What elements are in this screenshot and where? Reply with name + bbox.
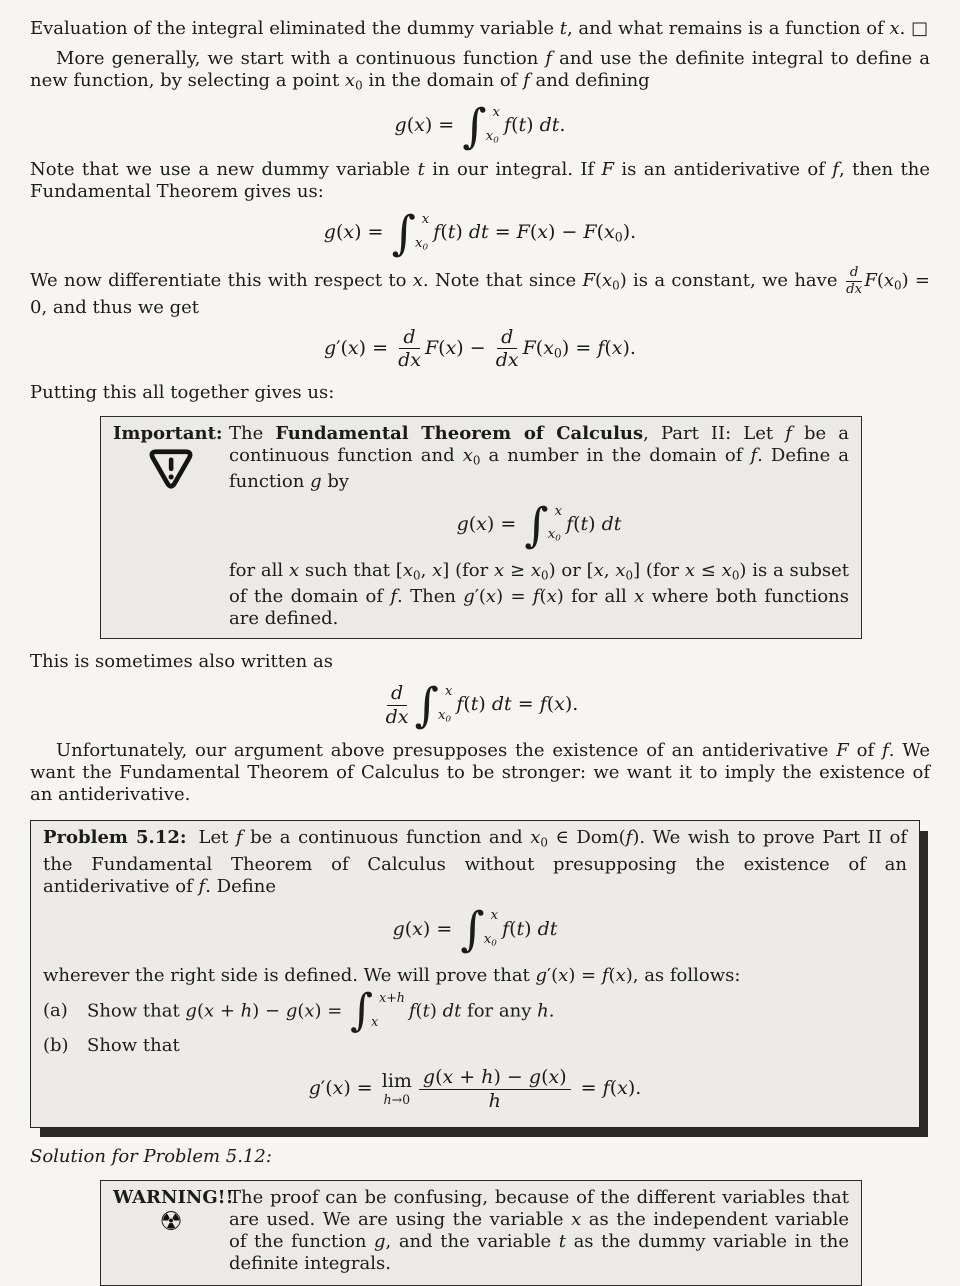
problem-box (30, 820, 920, 1128)
paragraph-proof-end: Evaluation of the integral eliminated the dummy variable t, and what remains is a function of x. □ (30, 18, 929, 39)
paragraph-unfortunately: Unfortunately, our argument above presupposes the existence of an antiderivative F of f. We want the Fundamental Theorem of Calculus to be stronger: we want it to imply the existence of an antiderivative. (30, 740, 930, 806)
item-b-body: Show that (87, 1035, 180, 1057)
warning-box (100, 1180, 862, 1286)
formula-g-equals-F: g(x) = ∫ x x0 f(t) dt = F(x) − F(x0). (323, 205, 637, 260)
problem-label: Problem 5.12: (43, 827, 187, 849)
paragraph-differentiate: We now differentiate this with respect to x. Note that since F(x0) is a constant, we have $\frac{d}{dx}$ F(x0) = 0, and thus we get (30, 265, 931, 318)
solution-caption: Solution for Problem 5.12: (30, 1146, 272, 1168)
warning-body-text: The proof can be confusing, because of the different variables that are used. We are using the variable x as the independent variable of the function g, and the variable t as the dummy variable in the definite integrals. (229, 1187, 850, 1275)
radiation-icon (113, 1209, 229, 1238)
important-label: Important: (113, 422, 223, 444)
item-a-label: (a) (43, 1000, 68, 1022)
paragraph-sometimes-written: This is sometimes also written as (30, 651, 333, 673)
important-box-label-column (101, 417, 229, 639)
paragraph-putting-together: Putting this all together gives us: (30, 381, 335, 403)
paragraph-more-generally: More generally, we start with a continuous function f and use the definite integral to define a new function, by selecting a point x0 in the domain of f and defining (30, 48, 930, 93)
problem-formula-b: g′(x) = lim h→0 $\frac{g(x + h) - g(x)}{h}$ = f(x). (308, 1066, 642, 1112)
important-body-2: for all x such that [x0, x] (for x ≥ x0) or [x, x0] (for x ≤ x0) is a subset of the domain of f. Then g′(x) = f(x) for all x where both functions are defined. (229, 560, 850, 630)
alert-triangle-icon (113, 448, 229, 496)
formula-g-definition: g(x) = ∫ x x0 f(t) dt. (394, 98, 566, 153)
warning-box-body (229, 1181, 861, 1285)
problem-mid: wherever the right side is defined. We will prove that g′(x) = f(x), as follows: (43, 964, 741, 986)
item-b-label: (b) (43, 1035, 69, 1057)
item-a-body: Show that g(x + h) − g(x) = ∫ x+h x f(t) dt for any h. (87, 984, 555, 1036)
warning-box-label-column (101, 1181, 234, 1285)
problem-item-a (43, 984, 907, 1036)
problem-formula: g(x) = ∫ x x0 f(t) dt (392, 902, 558, 957)
problem-intro: Let f be a continuous function and x0 ∈ Dom(f). We wish to prove Part II of the Fundamental Theorem of Calculus without presupposing the existence of an antiderivative of f. Define (43, 827, 907, 897)
formula-g-prime: g′(x) = $\frac{d}{dx}$ F(x) − $\frac{d}{dx}$ F(x0) = f(x). (324, 325, 636, 372)
problem-item-b (43, 1035, 907, 1057)
warning-label: WARNING!! (113, 1187, 234, 1209)
important-box (100, 416, 862, 640)
problem-statement (43, 827, 907, 897)
paragraph-dummy-variable: Note that we use a new dummy variable t in our integral. If F is an antiderivative of f, then the Fundamental Theorem gives us: (30, 159, 931, 203)
important-box-body (229, 417, 861, 639)
formula-ddx-integral: $\frac{d}{dx}$ ∫ x x0 f(t) dt = f(x). (385, 677, 579, 732)
important-formula: g(x) = ∫ x x0 f(t) dt (456, 497, 622, 552)
important-body-1: The Fundamental Theorem of Calculus, Part II: Let f be a continuous function and x0 a number in the domain of f. Define a function g by (229, 422, 850, 493)
